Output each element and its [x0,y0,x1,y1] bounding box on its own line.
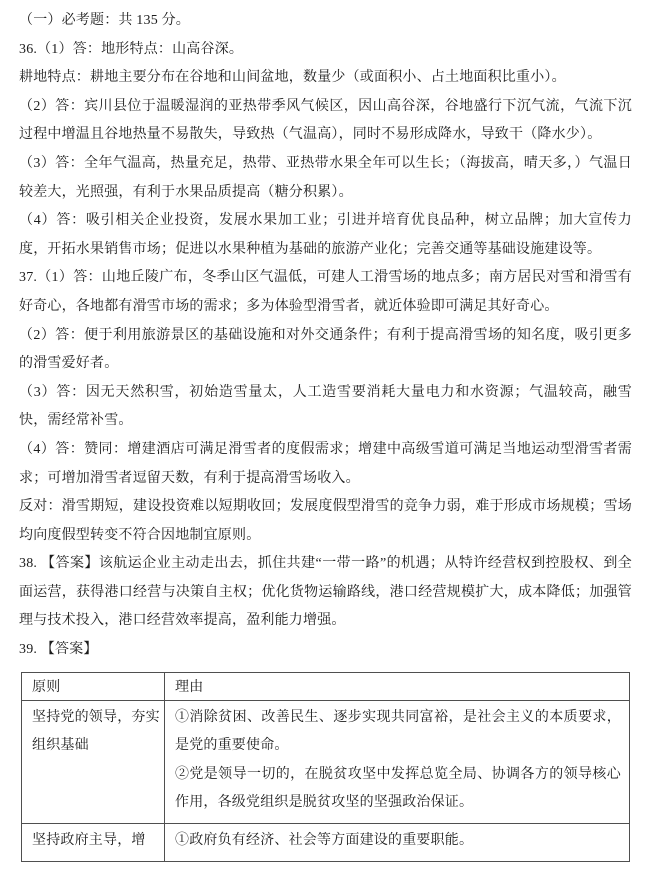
table-header-reason: 理由 [165,672,630,700]
answer-36-1-arable-land: 耕地特点：耕地主要分布在谷地和山间盆地，数量少（或面积小、占土地面积比重小）。 [19,70,566,86]
table-header-principle: 原则 [22,672,165,700]
answer-36-2: （2）答：宾川县位于温暖湿润的亚热带季风气候区，因山高谷深，谷地盛行下沉气流，气流下沉过程中增温且谷地热量不易散失，导致热（气温高），同时不易形成降水，导致干（降水少）。 [19,98,632,143]
principle-cell: 坚持政府主导，增 [22,824,165,862]
answer-39-table [21,672,630,862]
answer-38: 38. 【答案】该航运企业主动走出去，抓住共建“一带一路”的机遇；从特许经营权到控股权、到全面运营，获得港口经营与决策自主权；优化货物运输路线，港口经营规模扩大，成本降低；加强管理与技术投入，港口经营效率提高，盈利能力增强。 [19,556,632,629]
answer-37-1: 37.（1）答：山地丘陵广布，冬季山区气温低，可建人工滑雪场的地点多；南方居民对雪和滑雪有好奇心，各地都有滑雪市场的需求；多为体验型滑雪者，就近体验即可满足其好奇心。 [19,270,632,314]
table-row [22,700,630,823]
answer-37-3: （3）答：因无天然积雪，初始造雪量太，人工造雪要消耗大量电力和水资源；气温较高，融雪快，需经常补雪。 [19,384,632,429]
answer-36-4: （4）答：吸引相关企业投资，发展水果加工业；引进并培育优良品种，树立品牌；加大宣传力度，开拓水果销售市场；促进以水果种植为基础的旅游产业化；完善交通等基础设施建设等。 [19,213,632,257]
answer-36-3: （3）答：全年气温高，热量充足，热带、亚热带水果全年可以生长；（海拔高，晴天多，）气温日较差大，光照强，有利于水果品质提高（糖分积累）。 [19,155,632,200]
answer-37-4-oppose: 反对：滑雪期短，建设投资难以短期收回；发展度假型滑雪的竞争力弱，难于形成市场规模；雪场均向度假型转变不符合因地制宜原则。 [19,499,632,543]
principle-cell: 坚持党的领导，夯实组织基础 [22,700,165,823]
reason-cell [165,700,630,823]
table-row [22,824,630,862]
answer-37-2: （2）答：便于利用旅游景区的基础设施和对外交通条件；有利于提高滑雪场的知名度，吸引更多的滑雪爱好者。 [19,327,632,372]
table-header-row [22,672,630,700]
section-heading: （一）必考题：共 135 分。 [19,13,190,28]
reason-cell [165,824,630,862]
reason-item-1: ①消除贫困、改善民生、逐步实现共同富裕，是社会主义的本质要求，是党的重要使命。 [175,709,621,754]
answer-36-1: 36.（1）答：地形特点：山高谷深。 [19,41,244,57]
answer-39-heading: 39. 【答案】 [19,642,98,658]
answer-37-4-agree: （4）答：赞同：增建酒店可满足滑雪者的度假需求；增建中高级雪道可满足当地运动型滑雪者需求；可增加滑雪者逗留天数，有利于提高滑雪场收入。 [19,441,632,486]
reason-item-1: ①政府负有经济、社会等方面建设的重要职能。 [175,833,474,849]
reason-item-2: ②党是领导一切的，在脱贫攻坚中发挥总览全局、协调各方的领导核心作用，各级党组织是脱贫攻坚的坚强政治保证。 [175,766,621,811]
